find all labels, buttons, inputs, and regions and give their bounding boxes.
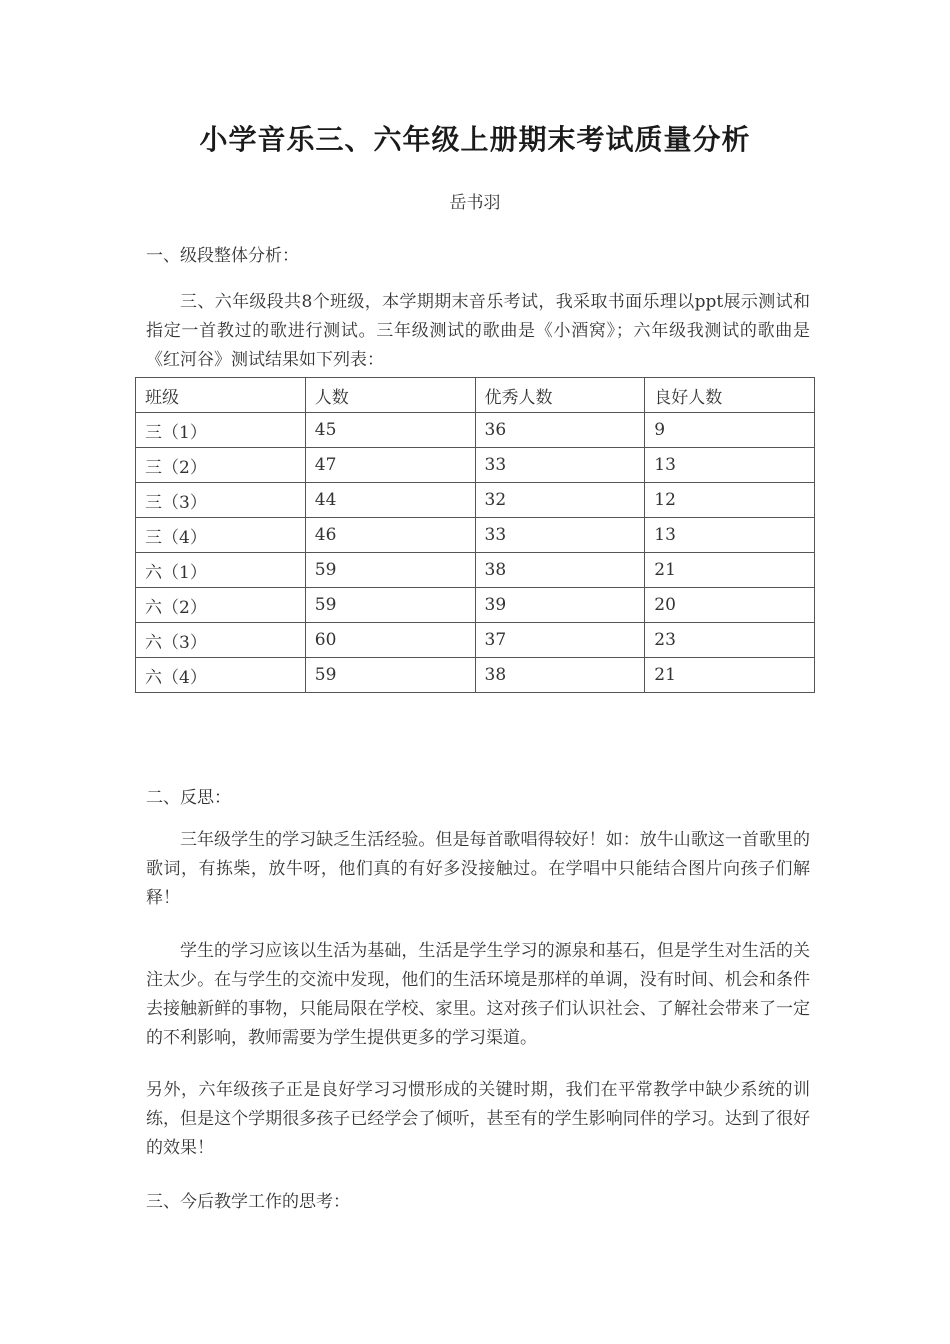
- table-row: [136, 553, 815, 588]
- cell-class: 三（1）: [136, 413, 306, 448]
- table-row: [136, 448, 815, 483]
- cell-class: 三（3）: [136, 483, 306, 518]
- section-1-heading: 一、级段整体分析：: [146, 246, 299, 266]
- section-1-paragraph: 三、六年级段共8个班级，本学期期末音乐考试，我采取书面乐理以ppt展示测试和指定一首教过的歌进行测试。三年级测试的歌曲是《小酒窝》；六年级我测试的歌曲是《红河谷》测试结果如下列表：: [146, 292, 810, 370]
- cell-class: 六（4）: [136, 658, 306, 693]
- cell-class: 六（2）: [136, 588, 306, 623]
- table-row: [136, 483, 815, 518]
- section-3-heading: 三、今后教学工作的思考：: [146, 1192, 350, 1212]
- cell-class: 三（2）: [136, 448, 306, 483]
- cell-excellent: 33: [475, 518, 645, 553]
- cell-excellent: 37: [475, 623, 645, 658]
- cell-excellent: 38: [475, 658, 645, 693]
- cell-good: 12: [645, 483, 815, 518]
- cell-excellent: 38: [475, 553, 645, 588]
- section-2-heading: 二、反思：: [146, 788, 231, 808]
- cell-good: 23: [645, 623, 815, 658]
- cell-good: 13: [645, 518, 815, 553]
- section-2-paragraph-2: 学生的学习应该以生活为基础，生活是学生学习的源泉和基石，但是学生对生活的关注太少。在与学生的交流中发现，他们的生活环境是那样的单调，没有时间、机会和条件去接触新鲜的事物，只能局限在学校、家里。这对孩子们认识社会、了解社会带来了一定的不利影响，教师需要为学生提供更多的学习渠道。: [146, 941, 810, 1048]
- cell-count: 59: [305, 588, 475, 623]
- cell-count: 47: [305, 448, 475, 483]
- cell-count: 46: [305, 518, 475, 553]
- cell-good: 21: [645, 553, 815, 588]
- cell-good: 20: [645, 588, 815, 623]
- cell-class: 三（4）: [136, 518, 306, 553]
- score-table: [135, 377, 815, 693]
- cell-excellent: 36: [475, 413, 645, 448]
- cell-class: 六（1）: [136, 553, 306, 588]
- table-row: [136, 588, 815, 623]
- section-2-paragraph-3: 另外，六年级孩子正是良好学习习惯形成的关键时期，我们在平常教学中缺少系统的训练，但是这个学期很多孩子已经学会了倾听，甚至有的学生影响同伴的学习。达到了很好的效果！: [146, 1080, 810, 1158]
- table-header-row: [136, 378, 815, 413]
- cell-count: 44: [305, 483, 475, 518]
- document-author: 岳书羽: [449, 193, 501, 213]
- table-row: [136, 518, 815, 553]
- document-title: 小学音乐三、六年级上册期末考试质量分析: [199, 123, 751, 156]
- cell-excellent: 33: [475, 448, 645, 483]
- cell-count: 59: [305, 658, 475, 693]
- cell-good: 9: [645, 413, 815, 448]
- cell-class: 六（3）: [136, 623, 306, 658]
- header-excellent: 优秀人数: [475, 378, 645, 413]
- cell-count: 60: [305, 623, 475, 658]
- section-2-paragraph-1: 三年级学生的学习缺乏生活经验。但是每首歌唱得较好！如：放牛山歌这一首歌里的歌词，有拣柴，放牛呀，他们真的有好多没接触过。在学唱中只能结合图片向孩子们解释！: [146, 830, 810, 908]
- table-row: [136, 658, 815, 693]
- cell-count: 59: [305, 553, 475, 588]
- cell-count: 45: [305, 413, 475, 448]
- cell-good: 21: [645, 658, 815, 693]
- cell-excellent: 39: [475, 588, 645, 623]
- header-count: 人数: [305, 378, 475, 413]
- table-row: [136, 413, 815, 448]
- header-good: 良好人数: [645, 378, 815, 413]
- cell-good: 13: [645, 448, 815, 483]
- table-row: [136, 623, 815, 658]
- cell-excellent: 32: [475, 483, 645, 518]
- header-class: 班级: [136, 378, 306, 413]
